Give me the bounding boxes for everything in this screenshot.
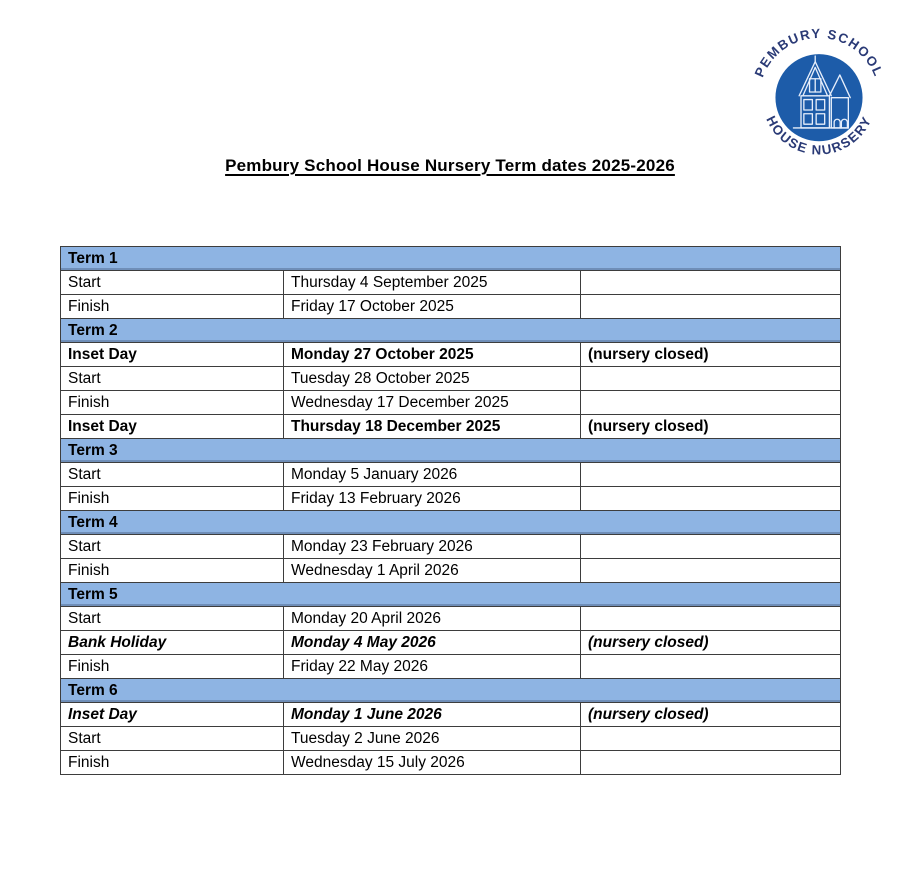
term-label-cell: Start — [61, 535, 284, 559]
note-cell — [581, 751, 841, 775]
date-cell: Wednesday 1 April 2026 — [284, 559, 581, 583]
term-label-cell: Finish — [61, 391, 284, 415]
note-cell — [581, 391, 841, 415]
page-title-text: Pembury School House Nursery Term dates 2025-2026 — [225, 156, 675, 175]
note-cell: (nursery closed) — [581, 703, 841, 727]
term-date-row — [61, 559, 841, 583]
date-cell: Tuesday 2 June 2026 — [284, 727, 581, 751]
term-header-row — [61, 247, 841, 271]
term-date-row — [61, 703, 841, 727]
note-cell: (nursery closed) — [581, 415, 841, 439]
note-cell — [581, 607, 841, 631]
date-cell: Monday 5 January 2026 — [284, 463, 581, 487]
note-cell — [581, 463, 841, 487]
term-header-row — [61, 319, 841, 343]
term-date-row — [61, 607, 841, 631]
date-cell: Monday 20 April 2026 — [284, 607, 581, 631]
term-header-row — [61, 583, 841, 607]
date-cell: Friday 13 February 2026 — [284, 487, 581, 511]
term-date-row — [61, 391, 841, 415]
term-header-cell: Term 4 — [61, 511, 841, 535]
term-label-cell: Finish — [61, 751, 284, 775]
date-cell: Monday 23 February 2026 — [284, 535, 581, 559]
date-cell: Friday 17 October 2025 — [284, 295, 581, 319]
term-label-cell: Bank Holiday — [61, 631, 284, 655]
term-label-cell: Inset Day — [61, 703, 284, 727]
term-label-cell: Start — [61, 463, 284, 487]
note-cell — [581, 271, 841, 295]
term-date-row — [61, 631, 841, 655]
term-label-cell: Inset Day — [61, 343, 284, 367]
note-cell: (nursery closed) — [581, 343, 841, 367]
term-label-cell: Finish — [61, 487, 284, 511]
term-header-row — [61, 439, 841, 463]
term-dates-table — [60, 246, 841, 775]
term-label-cell: Finish — [61, 559, 284, 583]
note-cell — [581, 655, 841, 679]
note-cell — [581, 295, 841, 319]
term-label-cell: Finish — [61, 295, 284, 319]
term-label-cell: Start — [61, 727, 284, 751]
date-cell: Friday 22 May 2026 — [284, 655, 581, 679]
term-table-body — [61, 247, 841, 775]
term-header-cell: Term 1 — [61, 247, 841, 271]
date-cell: Monday 1 June 2026 — [284, 703, 581, 727]
page-title — [0, 156, 900, 176]
term-date-row — [61, 343, 841, 367]
term-date-row — [61, 655, 841, 679]
term-label-cell: Finish — [61, 655, 284, 679]
term-header-row — [61, 511, 841, 535]
term-date-row — [61, 415, 841, 439]
date-cell: Thursday 18 December 2025 — [284, 415, 581, 439]
term-date-row — [61, 751, 841, 775]
term-date-row — [61, 463, 841, 487]
term-date-row — [61, 295, 841, 319]
term-header-cell: Term 5 — [61, 583, 841, 607]
term-header-cell: Term 2 — [61, 319, 841, 343]
note-cell — [581, 367, 841, 391]
date-cell: Monday 4 May 2026 — [284, 631, 581, 655]
term-label-cell: Inset Day — [61, 415, 284, 439]
term-date-row — [61, 727, 841, 751]
date-cell: Wednesday 17 December 2025 — [284, 391, 581, 415]
logo-bottom-text: HOUSE NURSERY — [763, 113, 875, 158]
term-date-row — [61, 535, 841, 559]
term-date-row — [61, 487, 841, 511]
date-cell: Thursday 4 September 2025 — [284, 271, 581, 295]
nursery-logo — [748, 18, 890, 166]
term-label-cell: Start — [61, 271, 284, 295]
term-header-row — [61, 679, 841, 703]
term-label-cell: Start — [61, 367, 284, 391]
date-cell: Tuesday 28 October 2025 — [284, 367, 581, 391]
note-cell — [581, 727, 841, 751]
note-cell — [581, 487, 841, 511]
term-header-cell: Term 6 — [61, 679, 841, 703]
term-label-cell: Start — [61, 607, 284, 631]
term-date-row — [61, 271, 841, 295]
term-date-row — [61, 367, 841, 391]
note-cell — [581, 559, 841, 583]
date-cell: Monday 27 October 2025 — [284, 343, 581, 367]
date-cell: Wednesday 15 July 2026 — [284, 751, 581, 775]
term-header-cell: Term 3 — [61, 439, 841, 463]
logo-top-text: PEMBURY SCHOOL — [751, 25, 887, 80]
note-cell — [581, 535, 841, 559]
note-cell: (nursery closed) — [581, 631, 841, 655]
